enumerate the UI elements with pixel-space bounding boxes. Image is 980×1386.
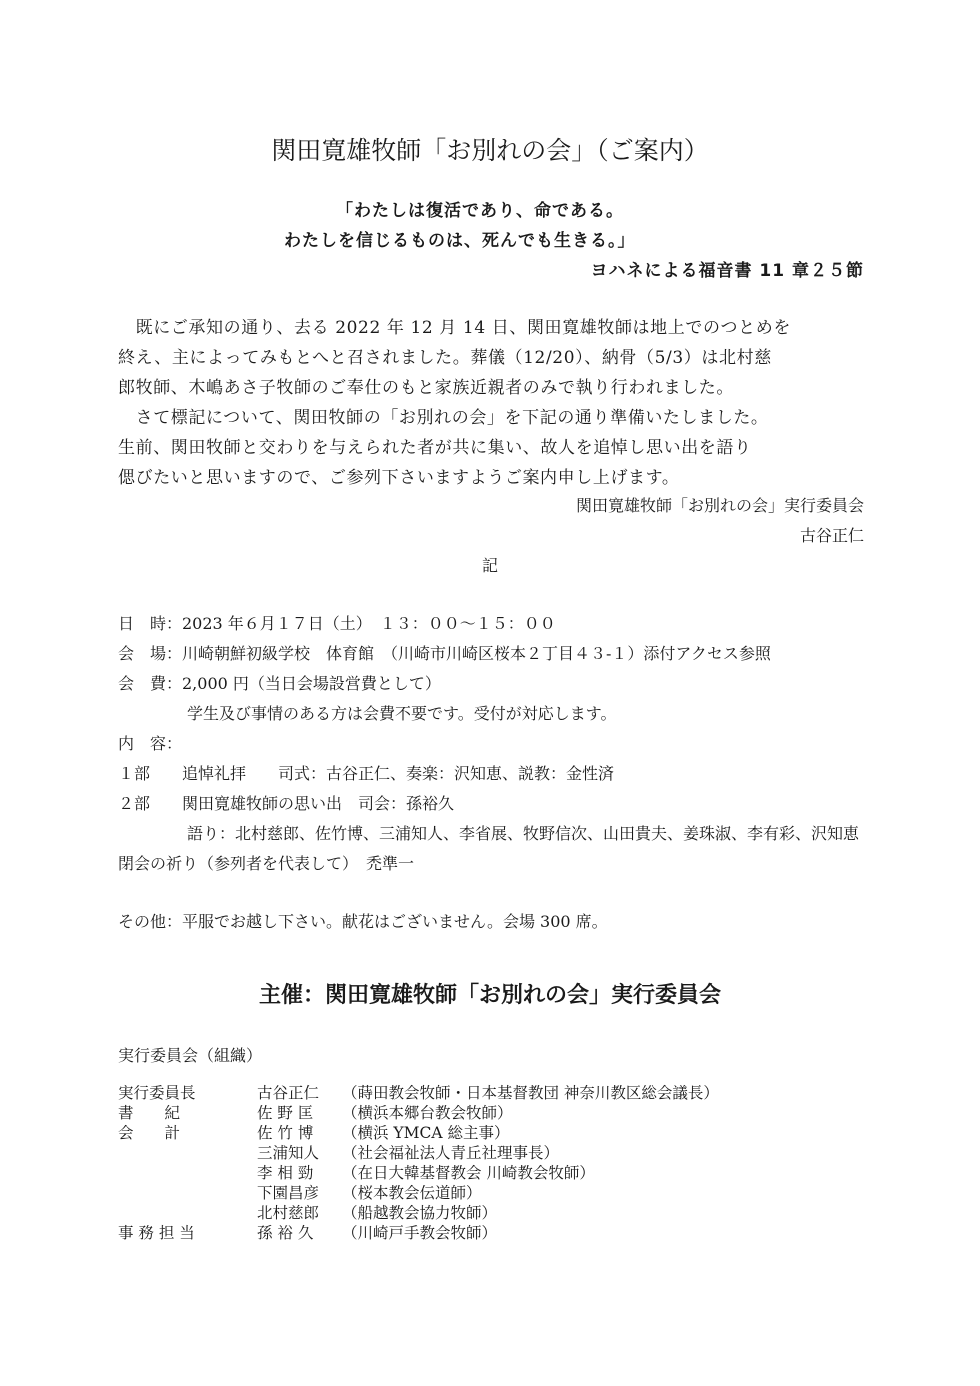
detail-venue: 会 場：川崎朝鮮初級学校 体育館 （川崎市川崎区桜本２丁目４３-１）添付アクセス参照 [118, 644, 771, 663]
member-affiliation: （横浜 YMCA 総主事） [342, 1124, 510, 1142]
body-line: 終え、主によってみもとへと召されました。葬儀（12/20）、納骨（5/3）は北村慈 [118, 348, 772, 368]
detail-fee: 会 費：2,000 円（当日会場設営費として） [118, 674, 441, 693]
scripture-line-2: わたしを信じるものは、死んでも生きる。」 [284, 231, 636, 251]
member-name: 佐 竹 博 [257, 1124, 314, 1142]
member-name: 三浦知人 [257, 1144, 320, 1162]
member-affiliation: （横浜本郷台教会牧師） [342, 1104, 513, 1122]
scripture-citation: ヨハネによる福音書 11 章２５節 [590, 261, 864, 281]
member-name: 李 相 勁 [257, 1164, 314, 1182]
body-line: 既にご承知の通り、去る 2022 年 12 月 14 日、関田寛雄牧師は地上でのつとめを [118, 318, 791, 338]
member-name: 孫 裕 久 [257, 1224, 314, 1242]
body-line: 生前、関田牧師と交わりを与えられた者が共に集い、故人を追悼し思い出を語り [118, 438, 752, 458]
host-heading: 主催：関田寛雄牧師「お別れの会」実行委員会 [258, 983, 721, 1008]
member-affiliation: （船越教会協力牧師） [342, 1204, 498, 1222]
member-role: 書 紀 [118, 1104, 181, 1122]
member-role: 事 務 担 当 [118, 1224, 195, 1242]
member-role: 会 計 [118, 1124, 181, 1142]
detail-content-label: 内 容： [118, 734, 183, 753]
member-role: 実行委員長 [118, 1084, 196, 1102]
detail-speakers: 語り：北村慈郎、佐竹博、三浦知人、李省展、牧野信次、山田貴夫、姜珠淑、李有彩、沢知恵 [187, 824, 860, 843]
ki-heading: 記 [481, 556, 498, 575]
detail-part2: ２部 関田寛雄牧師の思い出 司会：孫裕久 [118, 794, 455, 813]
member-name: 下園昌彦 [257, 1184, 320, 1202]
member-affiliation: （社会福祉法人青丘社理事長） [342, 1144, 560, 1162]
member-affiliation: （蒔田教会牧師・日本基督教団 神奈川教区総会議長） [342, 1084, 719, 1102]
member-name: 佐 野 匡 [257, 1104, 314, 1122]
page-title: 関田寛雄牧師「お別れの会」（ご案内） [271, 136, 709, 165]
signature-name: 古谷正仁 [799, 526, 864, 545]
body-line: 偲びたいと思いますので、ご参列下さいますようご案内申し上げます。 [118, 468, 680, 488]
signature-committee: 関田寛雄牧師「お別れの会」実行委員会 [575, 496, 864, 515]
detail-fee-note: 学生及び事情のある方は会費不要です。受付が対応します。 [187, 704, 617, 723]
member-affiliation: （桜本教会伝道師） [342, 1184, 482, 1202]
detail-closing: 閉会の祈り（参列者を代表して） 禿準一 [118, 854, 415, 873]
body-line: 郎牧師、木嶋あさ子牧師のご奉仕のもと家族近親者のみで執り行われました。 [118, 378, 734, 398]
member-affiliation: （川崎戸手教会牧師） [342, 1224, 498, 1242]
detail-other: その他：平服でお越し下さい。献花はございません。会場 300 席。 [118, 912, 608, 931]
body-line: さて標記について、関田牧師の「お別れの会」を下記の通り準備いたしました。 [118, 408, 769, 428]
member-name: 古谷正仁 [257, 1084, 320, 1102]
detail-part1: １部 追悼礼拝 司式：古谷正仁、奏楽：沢知恵、説教：金性済 [118, 764, 615, 783]
member-affiliation: （在日大韓基督教会 川崎教会牧師） [342, 1164, 595, 1182]
committee-heading: 実行委員会（組織） [118, 1046, 263, 1065]
detail-datetime: 日 時：2023 年６月１７日（土） １３：００～１５：００ [118, 614, 556, 633]
scripture-line-1: 「わたしは復活であり、命である。 [336, 201, 624, 221]
member-name: 北村慈郎 [257, 1204, 320, 1222]
